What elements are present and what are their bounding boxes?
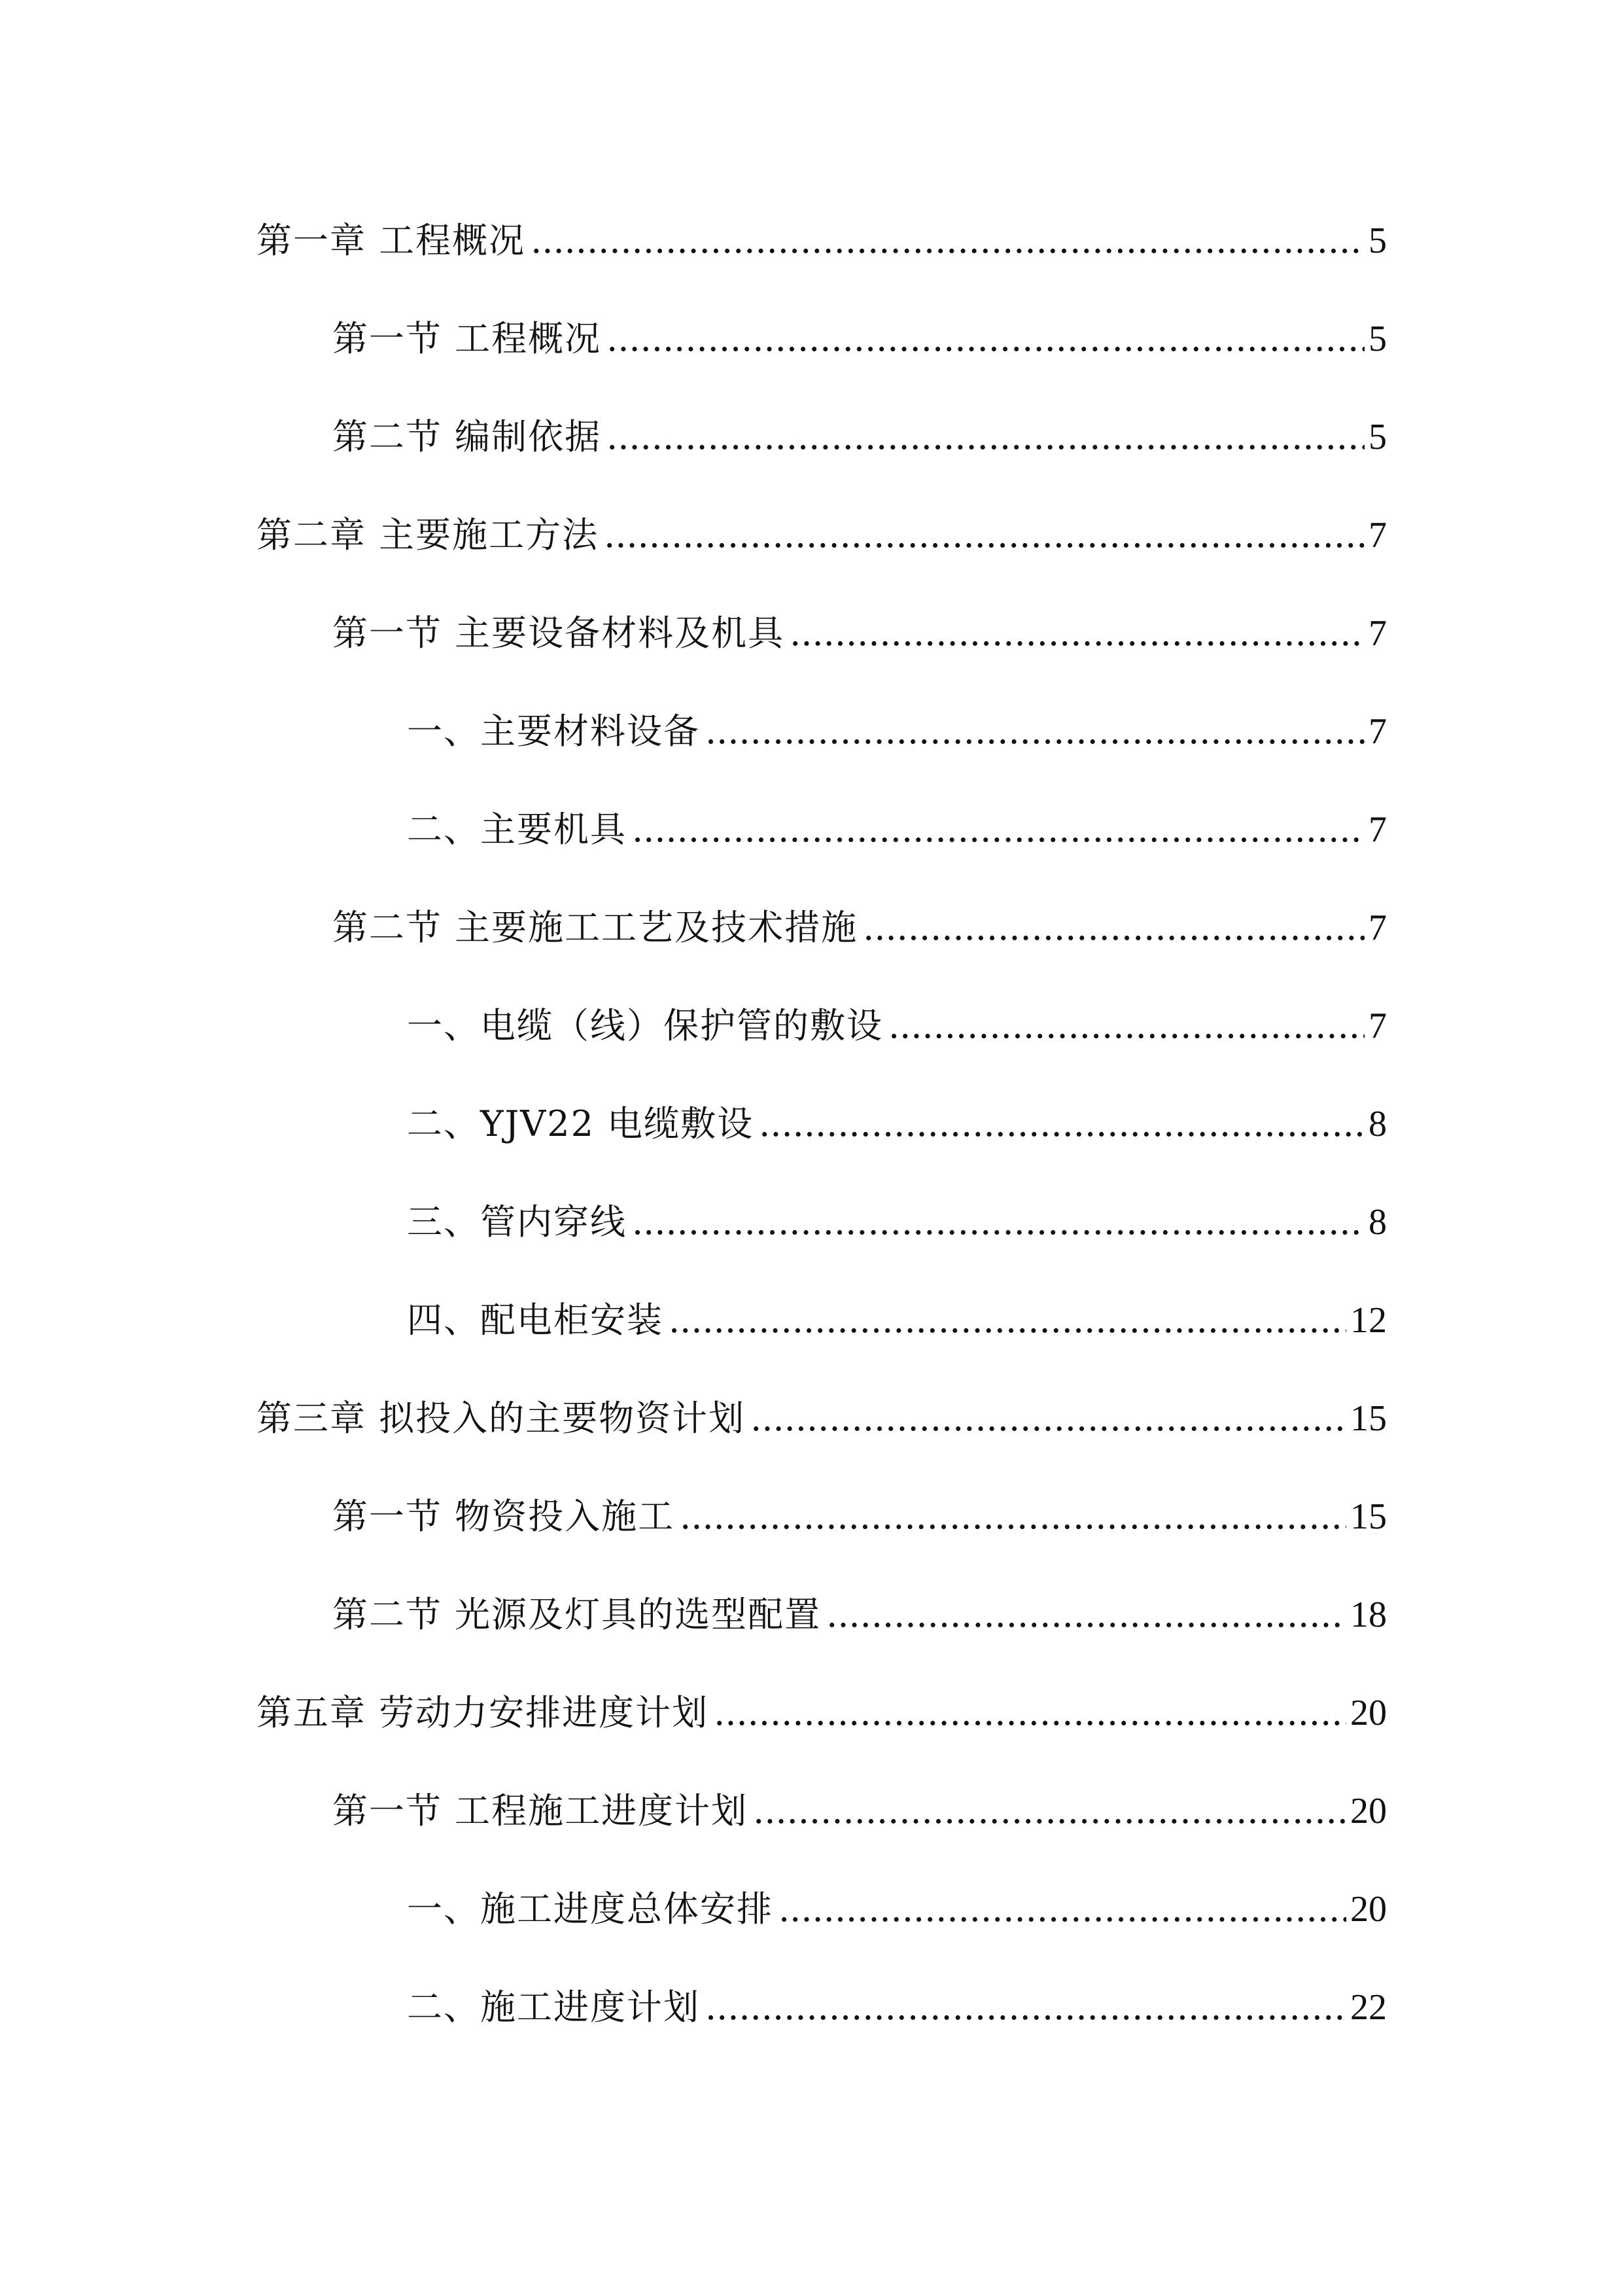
toc-entry-page-number: 5 [1369, 417, 1387, 457]
toc-entry-title: 第二节 光源及灯具的选型配置 [332, 1594, 822, 1635]
toc-entry-title: 第五章 劳动力安排进度计划 [256, 1692, 709, 1733]
toc-entry-page-number: 12 [1350, 1300, 1387, 1341]
toc-entry-subsection[interactable] [407, 1005, 1387, 1053]
dot-leader [863, 910, 1365, 945]
toc-entry-section[interactable] [332, 907, 1387, 955]
toc-entry-title: 一、电缆（线）保护管的敷设 [407, 1005, 883, 1046]
dot-leader [632, 812, 1365, 847]
dot-leader [753, 1793, 1346, 1829]
toc-entry-subsection[interactable] [407, 713, 1387, 759]
dot-leader [604, 518, 1365, 553]
toc-entry-subsection[interactable] [407, 811, 1387, 857]
dot-leader [705, 1990, 1346, 2025]
toc-entry-page-number: 8 [1369, 1202, 1387, 1243]
toc-entry-section[interactable] [332, 416, 1387, 465]
toc-entry-title: 二、主要机具 [407, 809, 627, 850]
toc-entry-chapter-2[interactable] [256, 514, 1387, 563]
toc-entry-title: 第二节 编制依据 [332, 416, 602, 457]
toc-entry-page-number: 7 [1369, 1006, 1387, 1046]
toc-entry-chapter-5[interactable] [256, 1692, 1387, 1740]
toc-entry-title: 第一节 主要设备材料及机具 [332, 612, 785, 654]
toc-entry-title: 三、管内穿线 [407, 1201, 627, 1243]
dot-leader [606, 321, 1365, 357]
dot-leader [778, 1892, 1346, 1927]
dot-leader [826, 1597, 1346, 1633]
toc-entry-title: 四、配电柜安装 [407, 1299, 663, 1341]
toc-entry-page-number: 20 [1350, 1791, 1387, 1831]
toc-entry-page-number: 15 [1350, 1496, 1387, 1537]
toc-entry-page-number: 5 [1369, 319, 1387, 359]
toc-entry-subsection[interactable] [407, 1299, 1387, 1348]
toc-entry-section[interactable] [332, 1498, 1387, 1544]
dot-leader [750, 1401, 1346, 1436]
toc-entry-title: 第一节 物资投入施工 [332, 1496, 675, 1537]
toc-entry-page-number: 8 [1369, 1104, 1387, 1144]
toc-entry-section[interactable] [332, 612, 1387, 661]
toc-entry-page-number: 20 [1350, 1693, 1387, 1733]
dot-leader [632, 1205, 1365, 1240]
toc-entry-subsection[interactable] [407, 1888, 1387, 1937]
dot-leader [531, 223, 1365, 258]
toc-entry-title: 第二章 主要施工方法 [256, 514, 599, 556]
toc-entry-subsection[interactable] [407, 1201, 1387, 1250]
dot-leader [680, 1499, 1346, 1534]
toc-entry-section[interactable] [332, 1790, 1387, 1839]
toc-entry-chapter-1[interactable] [256, 222, 1387, 268]
dot-leader [606, 419, 1365, 455]
toc-entry-title: 第一节 工程概况 [332, 318, 602, 359]
toc-entry-page-number: 22 [1350, 1987, 1387, 2028]
toc-entry-title: 第二节 主要施工工艺及技术措施 [332, 907, 858, 948]
dot-leader [714, 1695, 1346, 1731]
toc-entry-title: 二、施工进度计划 [407, 1987, 700, 2028]
toc-entry-section[interactable] [332, 1594, 1387, 1642]
toc-entry-title: 一、主要材料设备 [407, 711, 700, 752]
toc-entry-section[interactable] [332, 318, 1387, 366]
toc-entry-page-number: 7 [1369, 908, 1387, 948]
toc-entry-title: 第一章 工程概况 [256, 220, 526, 261]
toc-entry-page-number: 7 [1369, 809, 1387, 850]
dot-leader [669, 1303, 1346, 1338]
dot-leader [759, 1106, 1365, 1142]
toc-entry-page-number: 7 [1369, 613, 1387, 654]
toc-entry-title: 一、施工进度总体安排 [407, 1888, 773, 1930]
toc-entry-page-number: 7 [1369, 711, 1387, 752]
toc-entry-page-number: 7 [1369, 515, 1387, 556]
toc-entry-subsection[interactable] [407, 1103, 1387, 1152]
toc-entry-title: 第一节 工程施工进度计划 [332, 1790, 748, 1831]
dot-leader [888, 1008, 1365, 1044]
dot-leader [790, 616, 1365, 651]
toc-entry-page-number: 15 [1350, 1398, 1387, 1439]
toc-entry-page-number: 5 [1369, 221, 1387, 261]
toc-entry-title: 第三章 拟投入的主要物资计划 [256, 1398, 746, 1439]
toc-entry-title: 二、YJV22 电缆敷设 [407, 1103, 754, 1144]
toc-entry-chapter-3[interactable] [256, 1400, 1387, 1446]
dot-leader [705, 714, 1365, 749]
toc-entry-page-number: 20 [1350, 1889, 1387, 1930]
toc-entry-page-number: 18 [1350, 1595, 1387, 1635]
toc-entry-subsection[interactable] [407, 1989, 1387, 2035]
